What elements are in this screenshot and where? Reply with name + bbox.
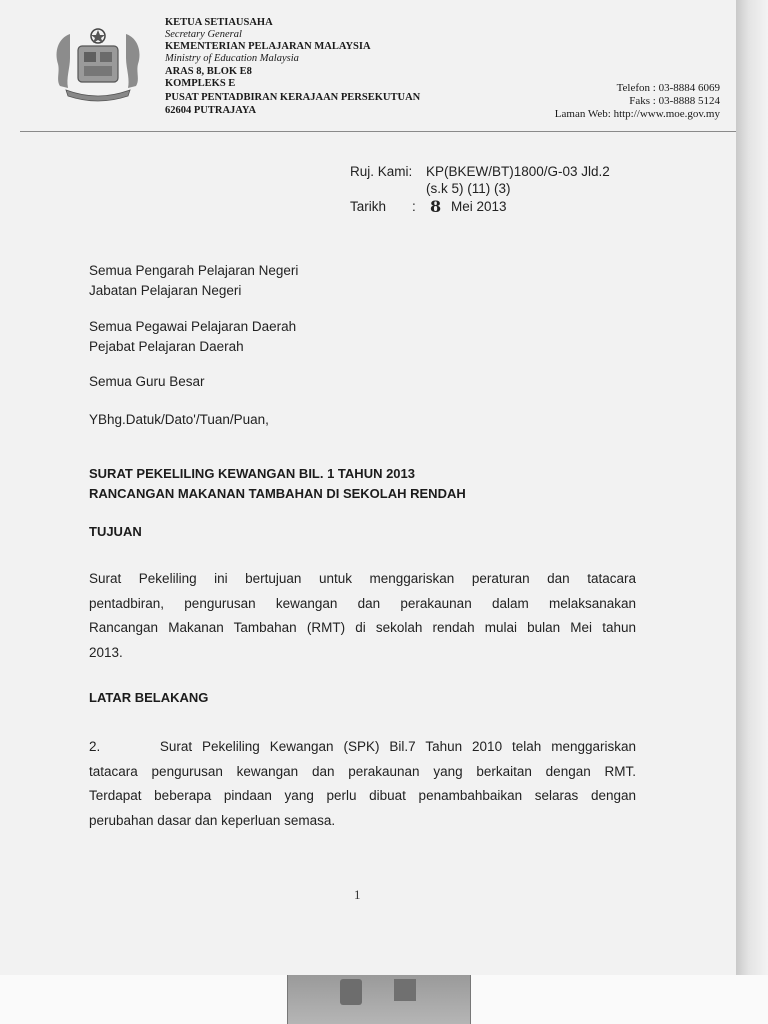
salutation: YBhg.Datuk/Dato'/Tuan/Puan,	[89, 412, 269, 427]
recipient-line: Jabatan Pelajaran Negeri	[89, 283, 242, 298]
header-divider	[20, 131, 736, 132]
date-label: Tarikh	[350, 199, 387, 214]
paragraph-line: tatacara pengurusan kewangan dan perakaunan yang berkaitan dengan RMT.	[89, 763, 636, 779]
subject-line: RANCANGAN MAKANAN TAMBAHAN DI SEKOLAH RENDAH	[89, 486, 466, 501]
paragraph-line: Surat Pekeliling ini bertujuan untuk menggariskan peraturan dan tatacara	[89, 571, 636, 586]
date-separator: :	[412, 199, 416, 214]
recipient-line: Semua Guru Besar	[89, 374, 205, 389]
reference-number: KP(BKEW/BT)1800/G-03 Jld.2	[426, 164, 610, 179]
section-heading: LATAR BELAKANG	[89, 690, 209, 705]
recipient-line: Semua Pegawai Pelajaran Daerah	[89, 319, 297, 334]
page-thumbnail[interactable]	[287, 975, 471, 1024]
page-number: 1	[354, 887, 361, 902]
ministry-name-english: Ministry of Education Malaysia	[165, 53, 299, 64]
telephone: Telefon : 03-8884 6069	[616, 82, 720, 94]
paragraph-line: 2. Surat Pekeliling Kewangan (SPK) Bil.7 Tahun 2010 telah menggariskan	[89, 739, 636, 754]
paragraph-background	[89, 735, 636, 833]
paragraph-line: perubahan dasar dan keperluan semasa.	[89, 812, 336, 828]
address-line: PUSAT PENTADBIRAN KERAJAAN PERSEKUTUAN	[165, 92, 421, 103]
reference-label: Ruj. Kami:	[350, 164, 413, 179]
ministry-name: KEMENTERIAN PELAJARAN MALAYSIA	[165, 41, 371, 52]
paragraph-line: 2013.	[89, 644, 123, 660]
subject-line: SURAT PEKELILING KEWANGAN BIL. 1 TAHUN 2013	[89, 466, 415, 481]
scan-edge	[736, 0, 768, 975]
website: Laman Web: http://www.moe.gov.my	[554, 108, 720, 120]
address-line: KOMPLEKS E	[165, 78, 236, 89]
address-line: 62604 PUTRAJAYA	[165, 105, 257, 116]
thumbnail-icon	[340, 979, 362, 1005]
coat-of-arms-logo	[48, 24, 148, 104]
address-line: ARAS 8, BLOK E8	[165, 66, 252, 77]
date-day-handwritten: 8	[430, 197, 442, 216]
sender-title: KETUA SETIAUSAHA	[165, 17, 273, 28]
paragraph-line: Rancangan Makanan Tambahan (RMT) di sekolah rendah mulai bulan Mei tahun	[89, 620, 636, 635]
sender-title-english: Secretary General	[165, 29, 242, 40]
reference-number-sub: (s.k 5) (11) (3)	[426, 181, 511, 196]
paragraph-line: Terdapat beberapa pindaan yang perlu dibuat penambahbaikan selaras dengan	[89, 788, 636, 803]
recipient-line: Pejabat Pelajaran Daerah	[89, 339, 244, 354]
recipient-line: Semua Pengarah Pelajaran Negeri	[89, 263, 299, 278]
paragraph-line: pentadbiran, pengurusan kewangan dan perakaunan dalam melaksanakan	[89, 595, 636, 611]
thumbnail-icon	[394, 979, 416, 1001]
fax: Faks : 03-8888 5124	[629, 95, 720, 107]
paragraph-purpose	[89, 567, 636, 665]
date-value: Mei 2013	[451, 199, 507, 214]
section-heading: TUJUAN	[89, 524, 142, 539]
